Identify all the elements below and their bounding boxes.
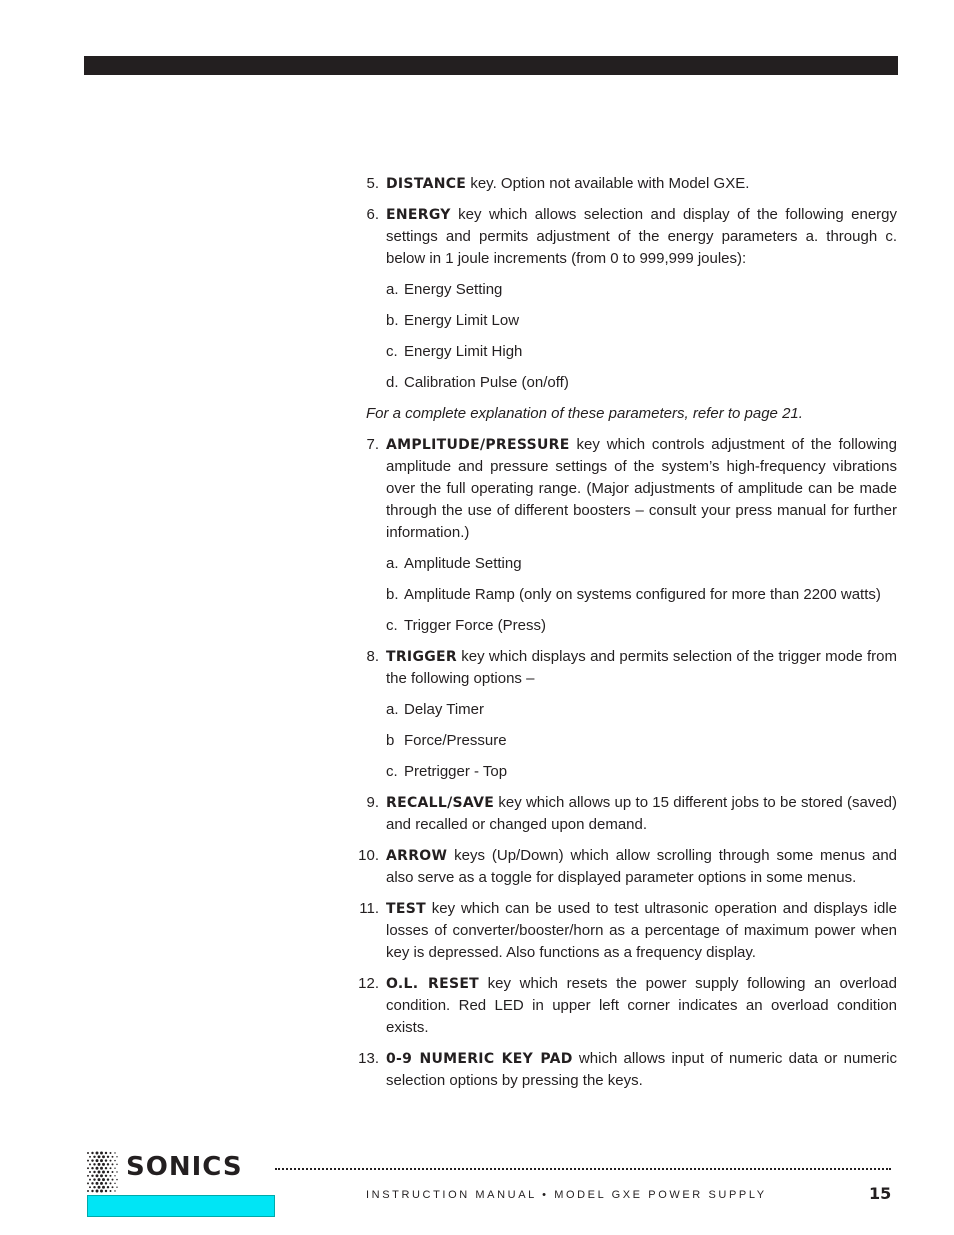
sub-item-text: Energy Setting	[404, 281, 503, 298]
reference-note: For a complete explanation of these parameters, refer to page 21.	[366, 405, 803, 422]
sub-item-text: Delay Timer	[404, 701, 485, 718]
sub-item-letter: b	[386, 732, 395, 749]
sub-item-text: Energy Limit Low	[404, 312, 520, 329]
footer-accent-bar	[87, 1195, 275, 1217]
key-name: ARROW	[386, 848, 448, 864]
item-text: key which allows up to 15 different jobs to be stored (saved) and recalled or changed upon demand.	[386, 794, 897, 833]
sub-item	[386, 699, 897, 721]
key-name: O.L. RESET	[386, 976, 480, 992]
key-name: TRIGGER	[386, 649, 457, 665]
manual-content	[357, 173, 897, 1101]
header-bar	[84, 56, 898, 75]
item-number: 8.	[366, 648, 379, 665]
item-text: keys (Up/Down) which allow scrolling through some menus and also serve as a toggle for displayed parameter options in some menus.	[386, 847, 897, 886]
sub-item	[386, 310, 897, 332]
sub-item-text: Calibration Pulse (on/off)	[404, 374, 569, 391]
sub-item-letter: c.	[386, 763, 398, 780]
item-body	[386, 973, 897, 1039]
item-number: 5.	[366, 175, 379, 192]
item-body	[386, 845, 897, 889]
sub-item-letter: a.	[386, 281, 399, 298]
sub-item-text: Energy Limit High	[404, 343, 523, 360]
key-name: 0-9 NUMERIC KEY PAD	[386, 1051, 573, 1067]
list-item	[357, 792, 897, 836]
item-text: which allows input of numeric data or numeric selection options by pressing the keys.	[386, 1050, 897, 1089]
list-item	[357, 173, 897, 195]
list-item	[357, 898, 897, 964]
key-name: TEST	[386, 901, 426, 917]
key-name: DISTANCE	[386, 176, 467, 192]
logo-wordmark: SONICS	[126, 1152, 243, 1182]
item-body	[386, 898, 897, 964]
item-number: 10.	[358, 847, 379, 864]
item-number: 6.	[366, 206, 379, 223]
list-item	[357, 204, 897, 270]
sub-item	[386, 761, 897, 783]
key-name: AMPLITUDE/PRESSURE	[386, 437, 570, 453]
item-text: key which displays and permits selection of the trigger mode from the following options –	[386, 648, 897, 687]
sonics-logo-icon	[84, 1150, 124, 1194]
sub-item-text: Amplitude Setting	[404, 555, 522, 572]
sub-item	[386, 730, 897, 752]
sub-item-letter: a.	[386, 555, 399, 572]
key-name: RECALL/SAVE	[386, 795, 495, 811]
footer-manual-title: INSTRUCTION MANUAL • MODEL GXE POWER SUPPLY	[366, 1189, 767, 1201]
sub-item	[386, 553, 897, 575]
sub-item	[386, 584, 897, 606]
list-item	[357, 646, 897, 690]
item-number: 12.	[358, 975, 379, 992]
item-number: 13.	[358, 1050, 379, 1067]
sub-item-letter: d.	[386, 374, 399, 391]
item-number: 7.	[366, 436, 379, 453]
sub-item	[386, 615, 897, 637]
sub-item-text: Amplitude Ramp (only on systems configured for more than 2200 watts)	[404, 586, 881, 603]
list-item	[357, 845, 897, 889]
sub-item-text: Trigger Force (Press)	[404, 617, 546, 634]
item-body	[386, 434, 897, 544]
sub-item-text: Force/Pressure	[404, 732, 507, 749]
item-body	[386, 204, 897, 270]
sub-item-letter: c.	[386, 343, 398, 360]
item-text: key which allows selection and display of the following energy settings and permits adjustment of the energy parameters a. through c. below in 1 joule increments (from 0 to 999,999 joules):	[386, 206, 897, 267]
key-name: ENERGY	[386, 207, 451, 223]
item-number: 9.	[366, 794, 379, 811]
item-body	[386, 646, 897, 690]
item-number: 11.	[359, 900, 379, 917]
page-number: 15	[869, 1184, 892, 1203]
sub-item-letter: c.	[386, 617, 398, 634]
item-text: key which can be used to test ultrasonic operation and displays idle losses of converter/booster/horn as a percentage of maximum power when key is depressed. Also functions as a frequency display.	[386, 900, 897, 961]
item-text: key which controls adjustment of the following amplitude and pressure settings of the system’s high-frequency vibrations over the full operating range. (Major adjustments of amplitude can be made through the use of different boosters – consult your press manual for further information.)	[386, 436, 897, 541]
item-text: key which resets the power supply following an overload condition. Red LED in upper left corner indicates an overload condition exists.	[386, 975, 897, 1036]
sub-item-letter: a.	[386, 701, 399, 718]
sub-item	[386, 279, 897, 301]
sub-item-letter: b.	[386, 586, 399, 603]
list-item	[357, 973, 897, 1039]
list-item	[357, 434, 897, 544]
sub-item	[386, 341, 897, 363]
item-text: key. Option not available with Model GXE.	[466, 175, 750, 192]
sub-item-letter: b.	[386, 312, 399, 329]
sub-item	[386, 372, 897, 394]
item-body	[386, 792, 897, 836]
footer-dotted-rule	[275, 1167, 891, 1170]
item-body	[386, 173, 897, 195]
item-body	[386, 1048, 897, 1092]
sub-item-text: Pretrigger - Top	[404, 763, 508, 780]
list-item	[357, 1048, 897, 1092]
